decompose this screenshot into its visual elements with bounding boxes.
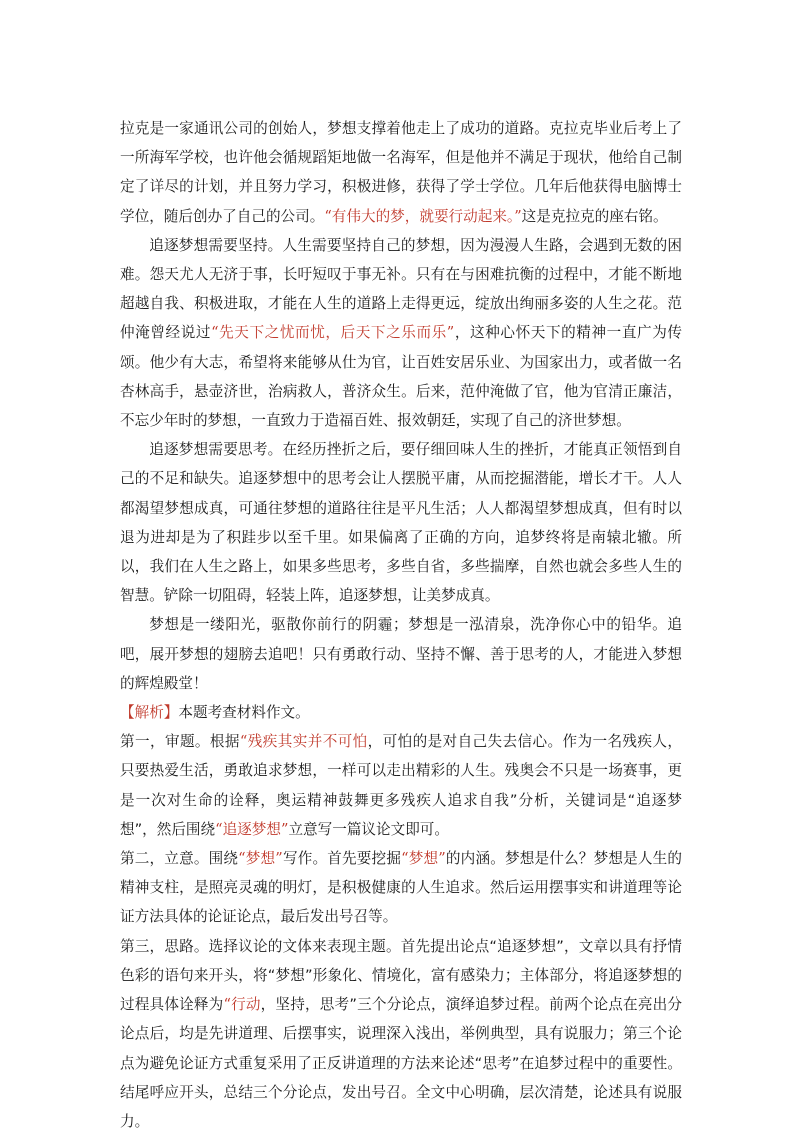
- text-segment: ，坚持，思考”三个分论点，演绎追梦过程。前两个论点在亮出分论点后，均是先讲道理、后摆事实，说理深入浅出，举例典型，具有说服力；第三个论点为避免论证方式重复采用了正反讲道理的方法来论述“思考”在追梦过程中的重要性。结尾呼应开头，总结三个分论点，发出号召。全文中心明确，层次清楚，论述具有说服力。: [120, 996, 682, 1130]
- paragraph-p8: [120, 932, 682, 1136]
- text-segment: ，这种心怀天下的精神一直广为传颂。他少有大志，希望将来能够从仕为官，让百姓安居乐业、为国家出力，或者做一名杏林高手，悬壶济世，治病救人，普济众生。后来，范仲淹做了官，他为官清正廉洁，不忘少年时的梦想，一直致力于造福百姓、报效朝廷，实现了自己的济世梦想。: [120, 324, 682, 430]
- document-page: [120, 114, 682, 1136]
- highlighted-quote: “行动: [223, 996, 261, 1014]
- paragraph-p6: [120, 727, 682, 844]
- text-segment: 第二，立意。围绕: [120, 850, 239, 868]
- text-segment: 的内涵。梦想是什么？梦想是人生的精神支柱，是照亮灵魂的明灯，是积极健康的人生追求。然后运用摆事实和讲道理等论证方法具体的论证论点，最后发出号召等。: [120, 850, 682, 926]
- highlighted-quote: “梦想”: [401, 850, 446, 868]
- paragraph-p2: [120, 231, 682, 435]
- text-segment: 本题考查材料作文。: [178, 704, 310, 722]
- highlighted-quote: “先天下之忧而忧，后天下之乐而乐”: [211, 324, 455, 342]
- text-segment: 写作。首先要挖掘: [282, 850, 402, 868]
- highlighted-quote: “残疾其实并不可怕: [239, 733, 368, 751]
- paragraph-p5: [120, 698, 682, 727]
- paragraph-p7: [120, 844, 682, 932]
- paragraph-p3: [120, 435, 682, 610]
- text-segment: 追逐梦想需要坚持。人生需要坚持自己的梦想，因为漫漫人生路，会遇到无数的困难。怨天尤人无济于事，长吁短叹于事无补。只有在与困难抗衡的过程中，才能不断地超越自我、积极进取，才能在人生的道路上走得更远，绽放出绚丽多姿的人生之花。范仲淹曾经说过: [120, 236, 682, 342]
- highlighted-quote: “追逐梦想”: [215, 820, 289, 838]
- paragraph-p1: [120, 114, 682, 231]
- text-segment: 第三，思路。选择议论的文体来表现主题。首先提出论点“追逐梦想”，文章以具有抒情色彩的语句来开头，将“梦想”形象化、情境化，富有感染力；主体部分，将追逐梦想的过程具体诠释为: [120, 937, 682, 1014]
- highlighted-quote: “梦想”: [238, 850, 283, 868]
- text-segment: ，可怕的是对自己失去信心。作为一名残疾人，只要热爱生活，勇敢追求梦想，一样可以走出精彩的人生。残奥会不只是一场赛事，更是一次对生命的诠释，奥运精神鼓舞更多残疾人追求自我”分析，关键词是“追逐梦想”，然后围绕: [120, 733, 682, 838]
- highlighted-quote: “有伟大的梦，就要行动起来。”: [324, 207, 522, 225]
- text-segment: 立意写一篇议论文即可。: [288, 820, 449, 838]
- text-segment: 这是克拉克的座右铭。: [521, 207, 668, 225]
- text-segment: 第一，审题。根据: [120, 733, 240, 751]
- text-segment: 追逐梦想需要思考。在经历挫折之后，要仔细回味人生的挫折，才能真正领悟到自己的不足和缺失。追逐梦想中的思考会让人摆脱平庸，从而挖掘潜能，增长才干。人人都渴望梦想成真，可通往梦想的道路往往是平凡生活；人人都渴望梦想成真，但有时以退为进却是为了积跬步以至千里。如果偏离了正确的方向，追梦终将是南辕北辙。所以，我们在人生之路上，如果多些思考，多些自省，多些揣摩，自然也就会多些人生的智慧。铲除一切阻碍，轻装上阵，追逐梦想，让美梦成真。: [120, 441, 682, 605]
- paragraph-p4: [120, 610, 682, 698]
- text-segment: 拉克是一家通讯公司的创始人，梦想支撑着他走上了成功的道路。克拉克毕业后考上了一所海军学校，也许他会循规蹈矩地做一名海军，但是他并不满足于现状，他给自己制定了详尽的计划，并且努力学习，积极进修，获得了学士学位。几年后他获得电脑博士学位，随后创办了自己的公司。: [120, 120, 682, 225]
- text-segment: 梦想是一缕阳光，驱散你前行的阴霾；梦想是一泓清泉，洗净你心中的铅华。追吧，展开梦想的翅膀去追吧！只有勇敢行动、坚持不懈、善于思考的人，才能进入梦想的辉煌殿堂！: [120, 616, 682, 692]
- highlighted-quote: 【解析】: [120, 704, 179, 722]
